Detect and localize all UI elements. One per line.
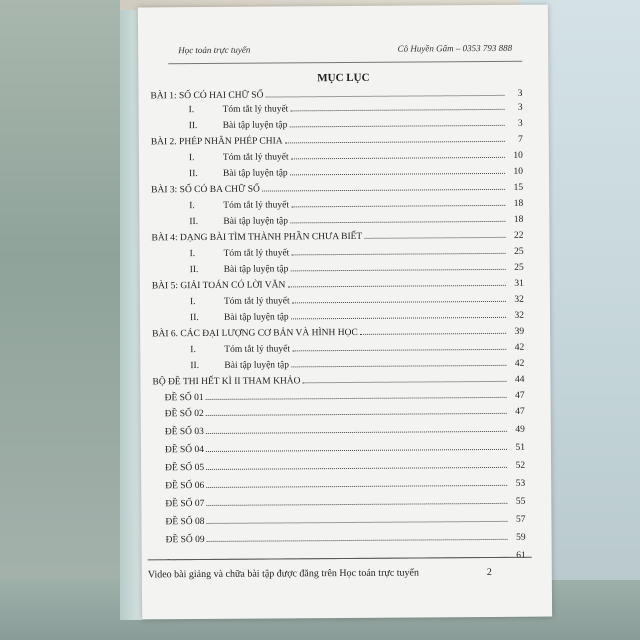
toc-leader bbox=[262, 189, 505, 192]
toc-page: 22 bbox=[513, 230, 524, 241]
toc-page: 31 bbox=[514, 278, 524, 289]
toc-title: MỤC LỤC bbox=[317, 71, 370, 85]
toc-leader bbox=[291, 205, 505, 207]
toc-leader bbox=[206, 413, 507, 416]
toc-page: 39 bbox=[514, 326, 525, 337]
footer-text: Video bài giảng và chữa bài tập được đăng trên Học toán trực tuyến bbox=[147, 567, 420, 581]
page-footer bbox=[148, 557, 532, 591]
toc-label: ĐỀ SỐ 04 bbox=[164, 444, 205, 456]
toc-leader bbox=[206, 397, 507, 400]
toc-leader bbox=[285, 141, 505, 144]
toc-row bbox=[153, 387, 525, 404]
toc-number: I. bbox=[190, 345, 196, 356]
background-left bbox=[0, 0, 120, 640]
toc-leader bbox=[364, 237, 505, 239]
toc-leader bbox=[289, 125, 504, 128]
toc-page: 10 bbox=[513, 166, 524, 177]
toc-row bbox=[154, 529, 526, 546]
toc-leader bbox=[206, 449, 507, 452]
toc-page: 18 bbox=[513, 198, 524, 209]
toc-row bbox=[152, 243, 524, 260]
toc-page: 44 bbox=[514, 374, 525, 385]
toc-row bbox=[152, 275, 524, 292]
toc-leader bbox=[290, 269, 505, 272]
toc-leader bbox=[360, 333, 506, 335]
toc-number: II. bbox=[189, 265, 199, 276]
toc-leader bbox=[291, 157, 505, 159]
header-left-text: Học toán trực tuyến bbox=[178, 44, 251, 56]
page-header bbox=[168, 41, 522, 64]
toc-row bbox=[152, 307, 524, 324]
toc-row bbox=[153, 457, 525, 474]
toc-number: II. bbox=[188, 169, 198, 180]
toc-leader bbox=[290, 109, 504, 111]
toc-row bbox=[151, 179, 523, 196]
toc-leader bbox=[206, 467, 507, 470]
toc-leader bbox=[291, 365, 506, 368]
toc-page: 53 bbox=[515, 478, 526, 489]
toc-row bbox=[153, 403, 525, 420]
toc-number: I. bbox=[189, 201, 195, 212]
toc-label: ĐỀ SỐ 06 bbox=[165, 480, 205, 492]
book-page bbox=[138, 5, 552, 620]
toc-page: 32 bbox=[514, 310, 525, 321]
toc-row bbox=[152, 291, 524, 308]
toc-row bbox=[153, 421, 525, 438]
toc-label: ĐỀ SỐ 03 bbox=[164, 426, 204, 438]
toc-page: 61 bbox=[516, 550, 526, 561]
toc-number: I. bbox=[189, 249, 196, 260]
toc-label: Bài tập luyện tập bbox=[223, 216, 289, 227]
toc-label: Bài tập luyện tập bbox=[223, 264, 289, 275]
toc-number: I. bbox=[188, 153, 195, 164]
toc-page: 42 bbox=[514, 342, 525, 353]
toc-page: 59 bbox=[516, 532, 526, 543]
toc-label: Bài tập luyện tập bbox=[224, 312, 289, 323]
toc-label: BÀI 6. CÁC ĐẠI LƯỢNG CƠ BẢN VÀ HÌNH HỌC bbox=[152, 327, 358, 340]
toc-label: Tóm tắt lý thuyết bbox=[222, 152, 289, 163]
toc-label: BÀI 1: SỐ CÓ HAI CHỮ SỐ bbox=[150, 90, 264, 102]
toc-row bbox=[153, 511, 525, 528]
toc-page: 3 bbox=[517, 118, 523, 129]
toc-label: BÀI 5: GIẢI TOÁN CÓ LỜI VĂN bbox=[151, 280, 286, 292]
toc-leader bbox=[290, 173, 505, 176]
toc-leader bbox=[292, 349, 506, 351]
toc-leader bbox=[292, 301, 506, 303]
toc-number: II. bbox=[190, 313, 199, 324]
toc-page: 55 bbox=[515, 496, 526, 507]
toc-leader bbox=[207, 539, 508, 542]
header-right-text: Cô Huyền Gấm – 0353 793 888 bbox=[397, 42, 513, 54]
toc-page: 49 bbox=[515, 424, 525, 435]
toc-page: 47 bbox=[515, 406, 525, 417]
toc-row bbox=[152, 339, 524, 356]
toc-label: Tóm tắt lý thuyết bbox=[222, 104, 289, 115]
toc-label: Tóm tắt lý thuyết bbox=[224, 344, 290, 355]
toc-page: 3 bbox=[517, 88, 523, 99]
toc-label: ĐỀ SỐ 09 bbox=[165, 534, 205, 546]
toc-label: BÀI 2. PHÉP NHÂN PHÉP CHIA bbox=[150, 136, 283, 148]
toc-leader bbox=[287, 285, 505, 288]
toc-page: 47 bbox=[515, 390, 525, 401]
toc-label: BÀI 4: DẠNG BÀI TÌM THÀNH PHẦN CHƯA BIẾT bbox=[151, 231, 363, 244]
toc-leader bbox=[290, 221, 505, 224]
toc-page: 18 bbox=[513, 214, 524, 225]
toc-row bbox=[151, 195, 523, 212]
toc-row bbox=[152, 355, 524, 372]
toc-label: Tóm tắt lý thuyết bbox=[223, 248, 290, 259]
toc-page: 7 bbox=[518, 134, 523, 145]
toc-leader bbox=[291, 317, 506, 320]
toc-row bbox=[151, 131, 523, 148]
toc-leader bbox=[291, 253, 505, 255]
toc-label: ĐỀ SỐ 02 bbox=[164, 408, 204, 420]
toc-leader bbox=[303, 381, 507, 383]
toc-leader bbox=[206, 503, 507, 506]
toc-number: II. bbox=[189, 217, 199, 228]
toc-page: 25 bbox=[514, 262, 524, 273]
toc-label: Bài tập luyện tập bbox=[222, 168, 288, 179]
toc-page: 51 bbox=[515, 442, 525, 453]
toc-leader bbox=[265, 95, 504, 98]
toc-row bbox=[152, 371, 524, 388]
toc-row bbox=[152, 323, 524, 340]
toc-number: II. bbox=[190, 361, 200, 372]
toc-leader bbox=[206, 485, 507, 488]
toc-page: 52 bbox=[515, 460, 526, 471]
toc-page: 32 bbox=[514, 294, 524, 305]
toc-row bbox=[151, 163, 523, 180]
toc-row bbox=[152, 259, 524, 276]
toc-label: Bài tập luyện tập bbox=[224, 360, 290, 371]
toc-label: BỘ ĐỀ THI HẾT KÌ II THAM KHẢO bbox=[152, 376, 301, 388]
toc-row bbox=[151, 147, 523, 164]
toc-row bbox=[153, 439, 525, 456]
toc-label: ĐỀ SỐ 05 bbox=[165, 462, 205, 474]
toc-row bbox=[151, 99, 523, 116]
toc-label: Tóm tắt lý thuyết bbox=[223, 200, 289, 211]
toc-page: 3 bbox=[517, 102, 523, 113]
toc-row bbox=[151, 227, 523, 244]
toc-label: ĐỀ SỐ 07 bbox=[165, 498, 205, 510]
toc-label: Tóm tắt lý thuyết bbox=[223, 296, 290, 307]
toc-row bbox=[151, 115, 523, 132]
toc-row bbox=[153, 493, 525, 510]
toc-label: Bài tập luyện tập bbox=[222, 120, 288, 131]
toc-label: ĐỀ SỐ 08 bbox=[165, 516, 205, 528]
toc-page: 57 bbox=[515, 514, 526, 525]
toc-row bbox=[153, 475, 525, 492]
toc-page: 42 bbox=[514, 358, 525, 369]
toc-row bbox=[151, 211, 523, 228]
toc-number: I. bbox=[188, 105, 195, 116]
toc-page: 10 bbox=[513, 150, 523, 161]
toc-label: BÀI 3: SỐ CÓ BA CHỮ SỐ bbox=[151, 184, 260, 196]
toc-page: 15 bbox=[513, 182, 524, 193]
footer-page-number: 2 bbox=[486, 566, 492, 579]
toc-number: II. bbox=[188, 121, 198, 132]
toc-page: 25 bbox=[514, 246, 524, 257]
toc-number: I. bbox=[189, 297, 196, 308]
toc-label: ĐỀ SỐ 01 bbox=[164, 392, 204, 404]
toc-leader bbox=[207, 521, 508, 524]
toc-leader bbox=[206, 431, 507, 434]
